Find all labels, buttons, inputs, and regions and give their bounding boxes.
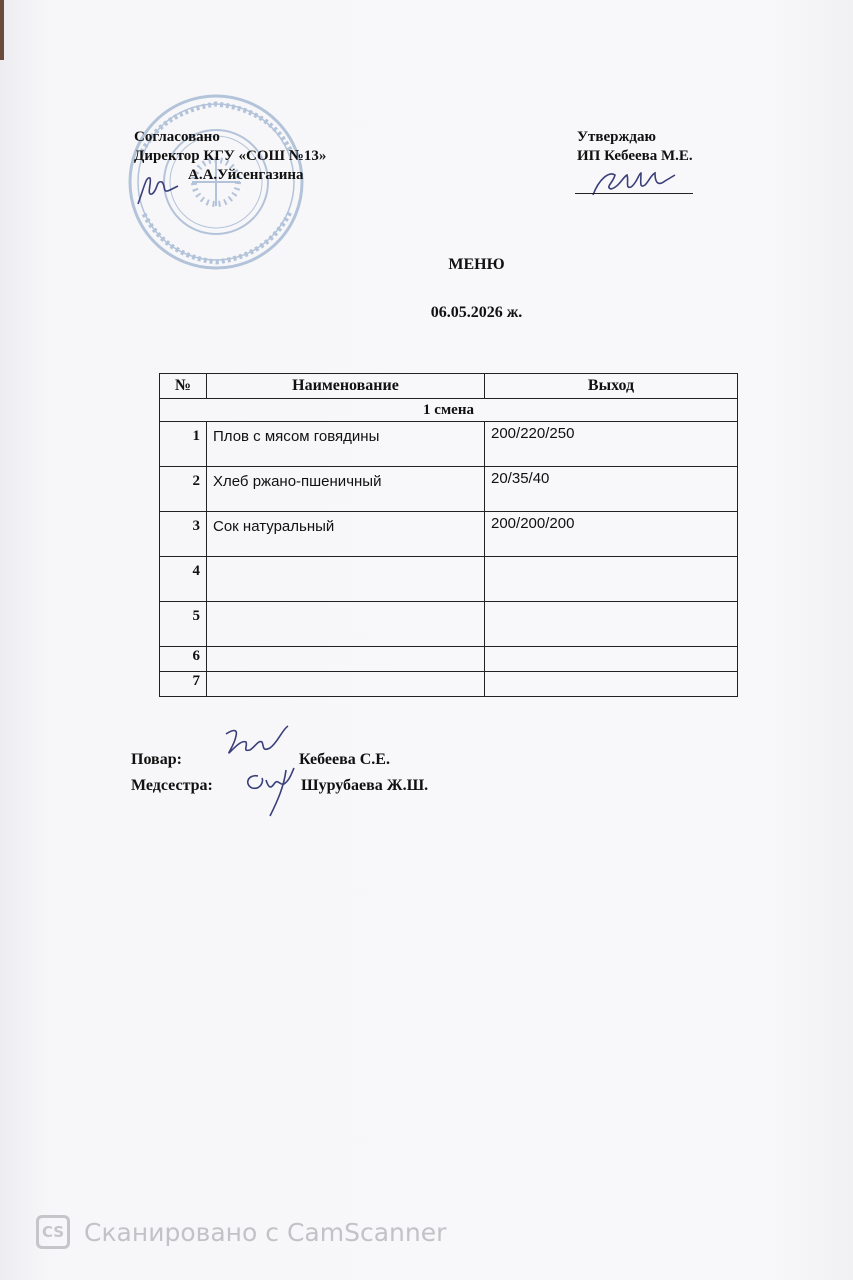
shift-label: 1 смена <box>160 399 738 422</box>
dish-name <box>207 602 485 647</box>
row-number: 7 <box>160 672 207 697</box>
dish-name <box>207 672 485 697</box>
row-number: 1 <box>160 422 207 467</box>
table-header-row <box>160 374 738 399</box>
column-header-name: Наименование <box>207 374 485 399</box>
approval-left-person: А.А.Уйсенгазина <box>188 167 304 183</box>
approver-signature-area <box>575 165 695 199</box>
approval-left-heading: Согласовано <box>134 129 220 145</box>
dish-output: 20/35/40 <box>485 467 738 512</box>
director-signature <box>132 168 192 208</box>
row-number: 5 <box>160 602 207 647</box>
dish-name <box>207 647 485 672</box>
column-header-output: Выход <box>485 374 738 399</box>
camscanner-logo-icon: CS <box>36 1215 70 1249</box>
cook-role: Повар: <box>131 751 182 768</box>
shift-row <box>160 399 738 422</box>
document-title: МЕНЮ <box>448 256 505 273</box>
approval-right-heading: Утверждаю <box>577 129 656 145</box>
table-row <box>160 602 738 647</box>
dish-name <box>207 557 485 602</box>
dish-output <box>485 602 738 647</box>
table-row <box>160 467 738 512</box>
dish-output <box>485 647 738 672</box>
dish-output: 200/200/200 <box>485 512 738 557</box>
signature-line <box>575 193 693 194</box>
dish-output: 200/220/250 <box>485 422 738 467</box>
table-row <box>160 557 738 602</box>
table-row <box>160 647 738 672</box>
cook-name: Кебеева С.Е. <box>299 751 390 768</box>
nurse-role: Медсестра: <box>131 777 213 794</box>
row-number: 6 <box>160 647 207 672</box>
row-number: 3 <box>160 512 207 557</box>
column-header-number: № <box>160 374 207 399</box>
row-number: 2 <box>160 467 207 512</box>
dish-name: Хлеб ржано-пшеничный <box>207 467 485 512</box>
watermark-text: Сканировано с CamScanner <box>84 1217 447 1247</box>
approval-block-right <box>577 128 693 166</box>
scanner-watermark <box>36 1212 446 1252</box>
document-date: 06.05.2026 ж. <box>430 304 523 321</box>
cook-signature <box>212 722 292 762</box>
nurse-name: Шурубаева Ж.Ш. <box>301 777 429 794</box>
approval-left-position: Директор КГУ «СОШ №13» <box>134 148 327 164</box>
dish-name: Плов с мясом говядины <box>207 422 485 467</box>
table-row <box>160 672 738 697</box>
table-row <box>160 512 738 557</box>
dish-output <box>485 672 738 697</box>
scan-edge <box>0 0 4 60</box>
row-number: 4 <box>160 557 207 602</box>
dish-output <box>485 557 738 602</box>
nurse-signature <box>238 760 308 820</box>
approval-right-person: ИП Кебеева М.Е. <box>577 148 693 164</box>
dish-name: Сок натуральный <box>207 512 485 557</box>
menu-table <box>159 373 738 697</box>
table-row <box>160 422 738 467</box>
